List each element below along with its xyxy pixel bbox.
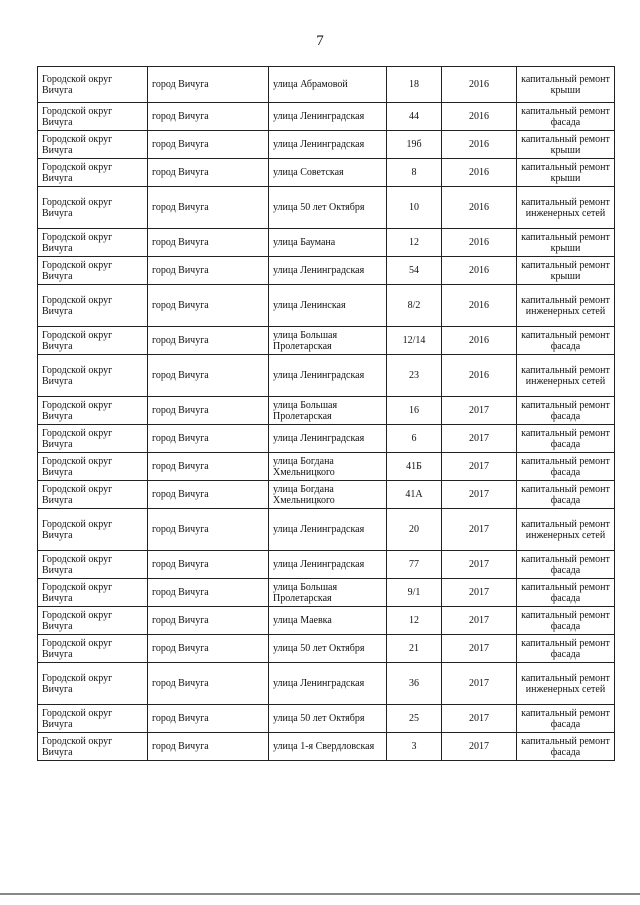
- table-row: [38, 131, 615, 159]
- year-cell: 2016: [442, 67, 517, 103]
- work-type-cell: капитальный ремонт фасада: [517, 453, 615, 481]
- table-row: [38, 67, 615, 103]
- district-cell: Городской округ Вичуга: [38, 67, 148, 103]
- district-cell: Городской округ Вичуга: [38, 397, 148, 425]
- table-row: [38, 355, 615, 397]
- table-row: [38, 103, 615, 131]
- house-number-cell: 19б: [387, 131, 442, 159]
- work-type-cell: капитальный ремонт фасада: [517, 705, 615, 733]
- work-type-cell: капитальный ремонт инженерных сетей: [517, 355, 615, 397]
- street-cell: улица Ленинградская: [269, 355, 387, 397]
- page-bottom-rule: [0, 893, 640, 895]
- table-row: [38, 481, 615, 509]
- street-cell: улица Маевка: [269, 607, 387, 635]
- district-cell: Городской округ Вичуга: [38, 327, 148, 355]
- city-cell: город Вичуга: [148, 397, 269, 425]
- house-number-cell: 54: [387, 257, 442, 285]
- work-type-cell: капитальный ремонт инженерных сетей: [517, 187, 615, 229]
- work-type-cell: капитальный ремонт инженерных сетей: [517, 285, 615, 327]
- street-cell: улица Ленинградская: [269, 509, 387, 551]
- table-row: [38, 453, 615, 481]
- year-cell: 2017: [442, 579, 517, 607]
- work-type-cell: капитальный ремонт фасада: [517, 635, 615, 663]
- house-number-cell: 6: [387, 425, 442, 453]
- table-row: [38, 509, 615, 551]
- street-cell: улица 50 лет Октября: [269, 635, 387, 663]
- table-row: [38, 257, 615, 285]
- city-cell: город Вичуга: [148, 67, 269, 103]
- year-cell: 2017: [442, 453, 517, 481]
- district-cell: Городской округ Вичуга: [38, 285, 148, 327]
- street-cell: улица Большая Пролетарская: [269, 579, 387, 607]
- city-cell: город Вичуга: [148, 425, 269, 453]
- house-number-cell: 41Б: [387, 453, 442, 481]
- street-cell: улица Богдана Хмельницкого: [269, 481, 387, 509]
- repair-registry-table: [37, 66, 615, 761]
- table-row: [38, 285, 615, 327]
- district-cell: Городской округ Вичуга: [38, 551, 148, 579]
- year-cell: 2017: [442, 705, 517, 733]
- work-type-cell: капитальный ремонт крыши: [517, 67, 615, 103]
- house-number-cell: 77: [387, 551, 442, 579]
- district-cell: Городской округ Вичуга: [38, 481, 148, 509]
- city-cell: город Вичуга: [148, 579, 269, 607]
- work-type-cell: капитальный ремонт фасада: [517, 103, 615, 131]
- table-row: [38, 327, 615, 355]
- city-cell: город Вичуга: [148, 481, 269, 509]
- street-cell: улица Ленинградская: [269, 257, 387, 285]
- street-cell: улица Абрамовой: [269, 67, 387, 103]
- house-number-cell: 18: [387, 67, 442, 103]
- work-type-cell: капитальный ремонт фасада: [517, 327, 615, 355]
- street-cell: улица Ленинградская: [269, 103, 387, 131]
- city-cell: город Вичуга: [148, 187, 269, 229]
- district-cell: Городской округ Вичуга: [38, 425, 148, 453]
- district-cell: Городской округ Вичуга: [38, 663, 148, 705]
- page-number: 7: [316, 33, 324, 49]
- city-cell: город Вичуга: [148, 635, 269, 663]
- work-type-cell: капитальный ремонт инженерных сетей: [517, 509, 615, 551]
- table-row: [38, 187, 615, 229]
- work-type-cell: капитальный ремонт крыши: [517, 159, 615, 187]
- table-row: [38, 733, 615, 761]
- house-number-cell: 8: [387, 159, 442, 187]
- city-cell: город Вичуга: [148, 705, 269, 733]
- year-cell: 2017: [442, 397, 517, 425]
- district-cell: Городской округ Вичуга: [38, 229, 148, 257]
- district-cell: Городской округ Вичуга: [38, 579, 148, 607]
- table-row: [38, 551, 615, 579]
- year-cell: 2016: [442, 355, 517, 397]
- city-cell: город Вичуга: [148, 453, 269, 481]
- house-number-cell: 12: [387, 229, 442, 257]
- street-cell: улица Баумана: [269, 229, 387, 257]
- work-type-cell: капитальный ремонт фасада: [517, 551, 615, 579]
- house-number-cell: 23: [387, 355, 442, 397]
- house-number-cell: 9/1: [387, 579, 442, 607]
- year-cell: 2017: [442, 509, 517, 551]
- year-cell: 2017: [442, 551, 517, 579]
- street-cell: улица Советская: [269, 159, 387, 187]
- street-cell: улица Богдана Хмельницкого: [269, 453, 387, 481]
- city-cell: город Вичуга: [148, 257, 269, 285]
- house-number-cell: 8/2: [387, 285, 442, 327]
- street-cell: улица Ленинградская: [269, 131, 387, 159]
- city-cell: город Вичуга: [148, 131, 269, 159]
- street-cell: улица Большая Пролетарская: [269, 327, 387, 355]
- city-cell: город Вичуга: [148, 663, 269, 705]
- year-cell: 2017: [442, 481, 517, 509]
- house-number-cell: 16: [387, 397, 442, 425]
- city-cell: город Вичуга: [148, 103, 269, 131]
- street-cell: улица Ленинградская: [269, 551, 387, 579]
- table-row: [38, 663, 615, 705]
- district-cell: Городской округ Вичуга: [38, 635, 148, 663]
- work-type-cell: капитальный ремонт инженерных сетей: [517, 663, 615, 705]
- district-cell: Городской округ Вичуга: [38, 355, 148, 397]
- year-cell: 2017: [442, 663, 517, 705]
- year-cell: 2016: [442, 103, 517, 131]
- work-type-cell: капитальный ремонт крыши: [517, 257, 615, 285]
- district-cell: Городской округ Вичуга: [38, 705, 148, 733]
- house-number-cell: 44: [387, 103, 442, 131]
- house-number-cell: 10: [387, 187, 442, 229]
- house-number-cell: 12/14: [387, 327, 442, 355]
- table-row: [38, 425, 615, 453]
- street-cell: улица Большая Пролетарская: [269, 397, 387, 425]
- city-cell: город Вичуга: [148, 229, 269, 257]
- city-cell: город Вичуга: [148, 327, 269, 355]
- work-type-cell: капитальный ремонт крыши: [517, 229, 615, 257]
- district-cell: Городской округ Вичуга: [38, 733, 148, 761]
- table-row: [38, 635, 615, 663]
- street-cell: улица 1-я Свердловская: [269, 733, 387, 761]
- year-cell: 2016: [442, 229, 517, 257]
- table-row: [38, 397, 615, 425]
- work-type-cell: капитальный ремонт фасада: [517, 397, 615, 425]
- house-number-cell: 12: [387, 607, 442, 635]
- work-type-cell: капитальный ремонт фасада: [517, 425, 615, 453]
- year-cell: 2016: [442, 257, 517, 285]
- city-cell: город Вичуга: [148, 285, 269, 327]
- street-cell: улица Ленинградская: [269, 663, 387, 705]
- table-row: [38, 705, 615, 733]
- house-number-cell: 20: [387, 509, 442, 551]
- city-cell: город Вичуга: [148, 355, 269, 397]
- district-cell: Городской округ Вичуга: [38, 509, 148, 551]
- work-type-cell: капитальный ремонт фасада: [517, 481, 615, 509]
- city-cell: город Вичуга: [148, 607, 269, 635]
- year-cell: 2016: [442, 131, 517, 159]
- house-number-cell: 25: [387, 705, 442, 733]
- year-cell: 2017: [442, 635, 517, 663]
- table-row: [38, 229, 615, 257]
- year-cell: 2017: [442, 607, 517, 635]
- year-cell: 2017: [442, 733, 517, 761]
- district-cell: Городской округ Вичуга: [38, 103, 148, 131]
- district-cell: Городской округ Вичуга: [38, 257, 148, 285]
- work-type-cell: капитальный ремонт крыши: [517, 131, 615, 159]
- house-number-cell: 36: [387, 663, 442, 705]
- city-cell: город Вичуга: [148, 733, 269, 761]
- year-cell: 2016: [442, 285, 517, 327]
- city-cell: город Вичуга: [148, 159, 269, 187]
- city-cell: город Вичуга: [148, 551, 269, 579]
- table-row: [38, 607, 615, 635]
- street-cell: улица 50 лет Октября: [269, 187, 387, 229]
- house-number-cell: 21: [387, 635, 442, 663]
- district-cell: Городской округ Вичуга: [38, 159, 148, 187]
- work-type-cell: капитальный ремонт фасада: [517, 579, 615, 607]
- street-cell: улица Ленинградская: [269, 425, 387, 453]
- table-row: [38, 579, 615, 607]
- house-number-cell: 3: [387, 733, 442, 761]
- year-cell: 2016: [442, 327, 517, 355]
- district-cell: Городской округ Вичуга: [38, 131, 148, 159]
- year-cell: 2016: [442, 187, 517, 229]
- district-cell: Городской округ Вичуга: [38, 607, 148, 635]
- street-cell: улица Ленинская: [269, 285, 387, 327]
- district-cell: Городской округ Вичуга: [38, 187, 148, 229]
- work-type-cell: капитальный ремонт фасада: [517, 607, 615, 635]
- year-cell: 2016: [442, 159, 517, 187]
- table-row: [38, 159, 615, 187]
- registry-body: [38, 67, 615, 761]
- street-cell: улица 50 лет Октября: [269, 705, 387, 733]
- year-cell: 2017: [442, 425, 517, 453]
- district-cell: Городской округ Вичуга: [38, 453, 148, 481]
- city-cell: город Вичуга: [148, 509, 269, 551]
- work-type-cell: капитальный ремонт фасада: [517, 733, 615, 761]
- house-number-cell: 41А: [387, 481, 442, 509]
